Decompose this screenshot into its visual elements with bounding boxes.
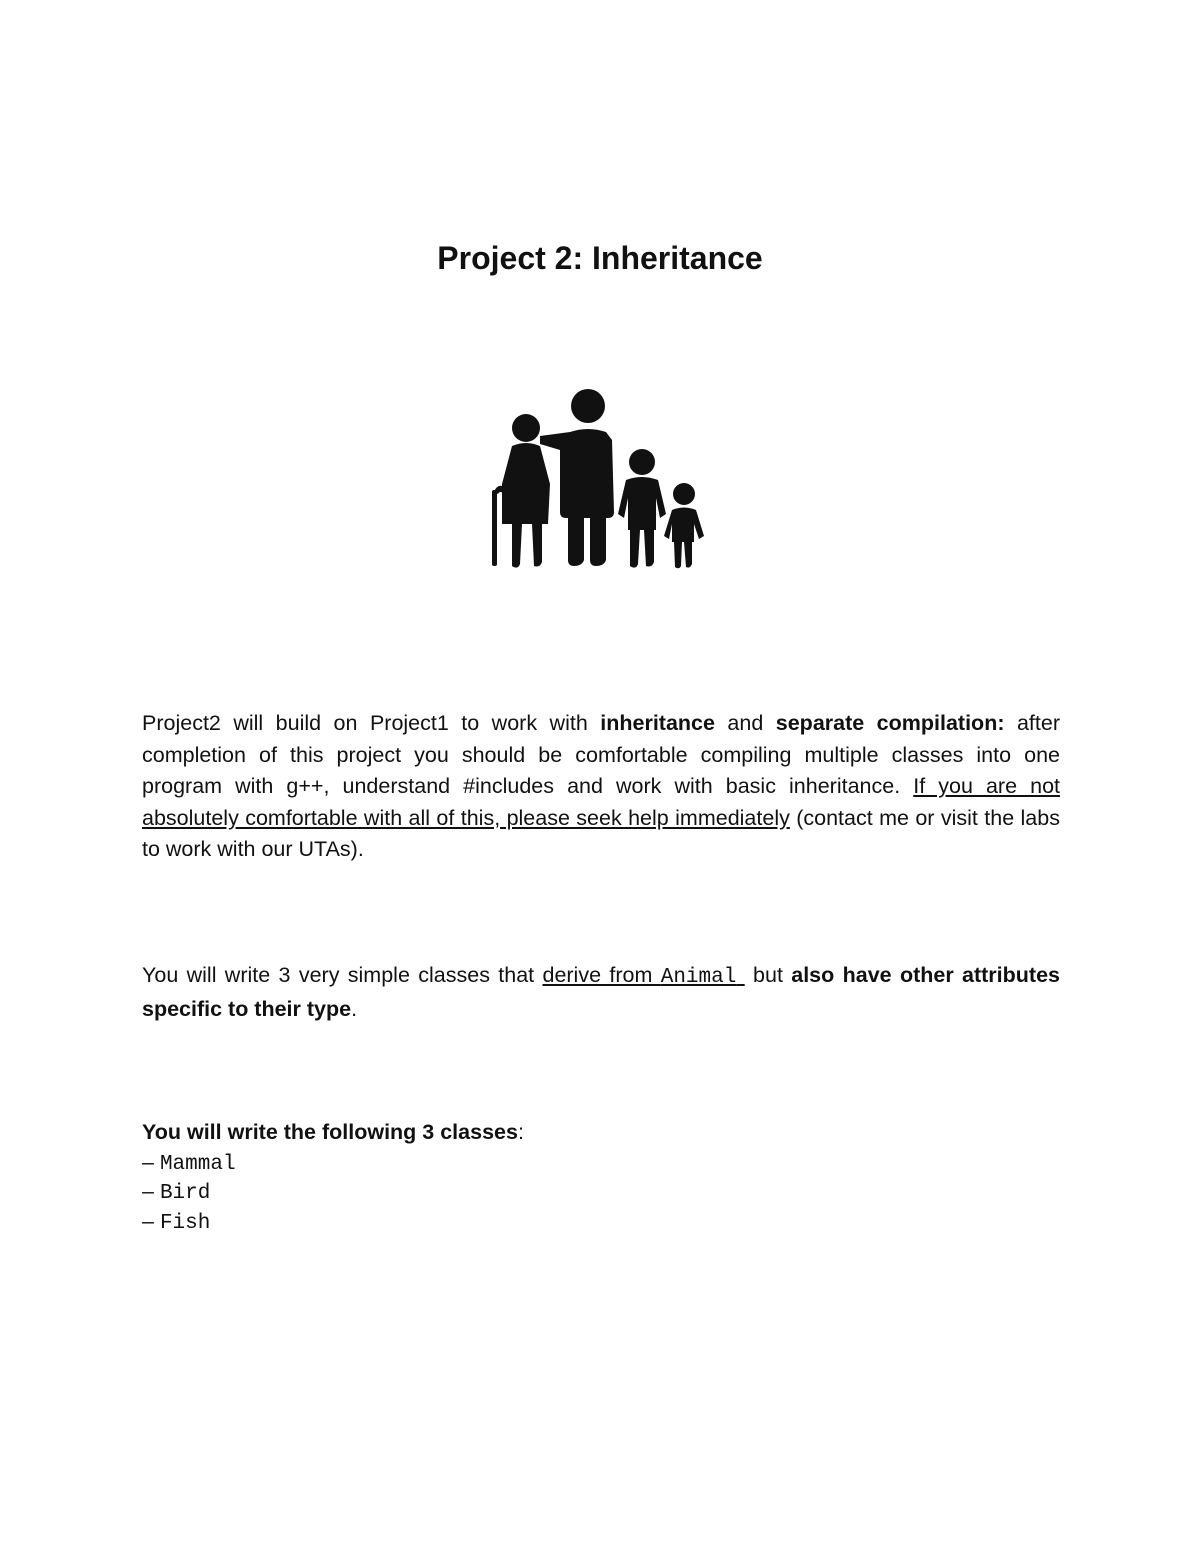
family-generations-icon [488, 384, 712, 572]
class-name: Mammal [159, 1152, 236, 1176]
derive-from-animal: derive from Animal [542, 963, 737, 989]
class-list [142, 1149, 1060, 1238]
specific-attributes-note: also have other attributes specific to their type [142, 963, 1060, 1021]
classes-section [142, 1117, 1060, 1237]
intro-text-3: after completion of this project you should be comfortable compiling multiple classes into one program with g++, understand #includes and work with basic inheritance. [142, 711, 1060, 798]
intro-text-4: (contact me or visit the labs to work with our UTAs). [142, 805, 1060, 861]
separate-compilation-term: separate compilation: [775, 711, 1005, 735]
derive-text-3: . [351, 996, 358, 1021]
child-figure [618, 449, 666, 568]
intro-text-2: and [714, 711, 776, 735]
class-name: Bird [159, 1182, 211, 1205]
inheritance-term: inheritance [600, 711, 715, 735]
derive-text-1: You will write 3 very simple classes that [142, 963, 543, 987]
dash-bullet: – [142, 1179, 154, 1203]
list-item [142, 1149, 1060, 1179]
dash-bullet: – [142, 1208, 154, 1233]
class-name: Fish [159, 1211, 211, 1235]
small-child-figure [664, 483, 704, 568]
page-title: Project 2: Inheritance [437, 240, 763, 276]
derive-paragraph [142, 960, 1060, 1025]
list-item [142, 1178, 1060, 1208]
list-item [142, 1208, 1060, 1238]
intro-text-1: Project2 will build on Project1 to work with [142, 711, 601, 735]
classes-heading: You will write the following 3 classes: [142, 1120, 524, 1144]
seek-help-notice: If you are not absolutely comfortable with all of this, please seek help immediately [142, 774, 1060, 830]
adult-figure [540, 389, 614, 566]
animal-class-name: Animal [660, 966, 737, 989]
intro-paragraph [142, 708, 1060, 866]
derive-text-2: but [744, 963, 792, 987]
dash-bullet: – [142, 1149, 154, 1174]
